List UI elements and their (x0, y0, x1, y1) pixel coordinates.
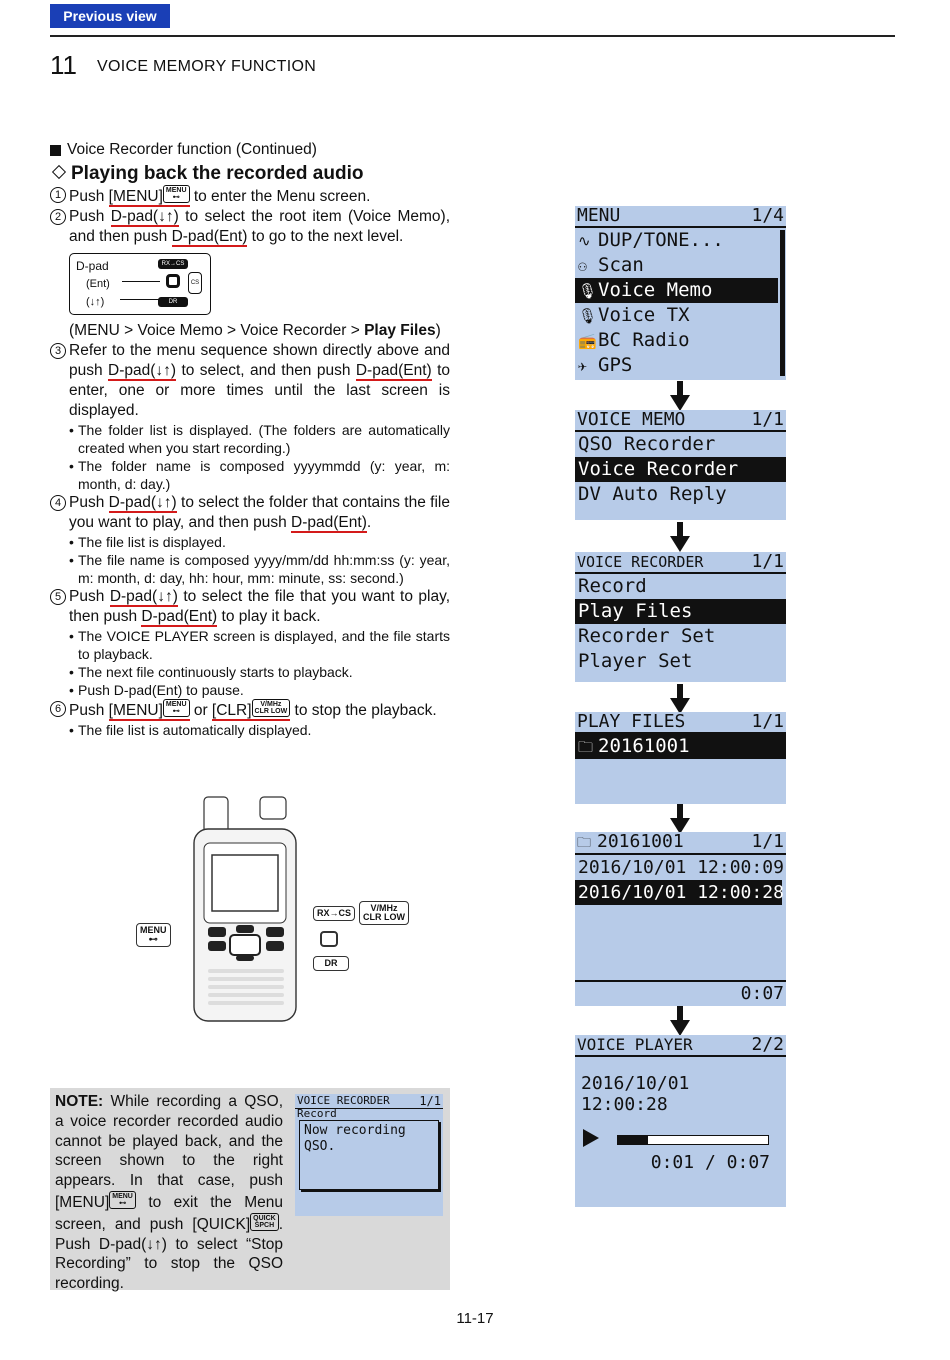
step-6: 6 Push [MENU] MENU ⊷ or [CLR] V/MHz CLR LOW to stop the playback. (50, 699, 450, 721)
bullet-item: • Push D-pad(Ent) to pause. (50, 681, 450, 699)
lcd-duration: 0:07 (575, 980, 786, 1006)
step-text: Push (69, 188, 109, 205)
step-number: 3 (50, 343, 66, 359)
step-3: 3 Refer to the menu sequence shown directly above and push D-pad(↓↑) to select, and then push D-pad(Ent) to enter, one or more times until the last screen is displayed. (50, 341, 450, 421)
clr-key-icon: V/MHz CLR LOW (252, 699, 291, 717)
step-number: 6 (50, 701, 66, 717)
menu-key-ref: [MENU] MENU ⊷ (109, 188, 190, 207)
gps-icon: ✈ (578, 357, 588, 375)
step-number: 2 (50, 209, 66, 225)
chapter-number: 11 (50, 50, 77, 80)
note-lcd-screen (295, 1094, 443, 1216)
voice-tx-icon: 🎙 (578, 307, 598, 325)
down-arrow-icon (670, 684, 690, 714)
step-number: 1 (50, 187, 66, 203)
step-text: to enter the Menu screen. (189, 188, 371, 205)
lcd-menu-item: Record (297, 1109, 337, 1117)
dpad-ent-label: (Ent) (86, 278, 110, 290)
menu-key-icon: MENU ⊷ (163, 699, 190, 717)
radio-illustration (190, 795, 300, 1028)
subsection-title: Playing back the recorded audio (71, 163, 364, 184)
down-arrow-icon (670, 1006, 690, 1036)
lcd-scrollbar (780, 230, 785, 376)
step-number: 5 (50, 589, 66, 605)
dpad-diagram (69, 253, 211, 315)
step-1 (50, 185, 450, 207)
rxcs-button-callout: RX→CS (313, 906, 355, 921)
lcd-menu-item: DV Auto Reply (578, 483, 727, 505)
lcd-header: VOICE RECORDER 1/1 (577, 551, 784, 572)
microphone-icon: 🎙 (578, 282, 598, 300)
lcd-header: VOICE RECORDER 1/1 (297, 1094, 441, 1108)
lcd-voice-memo-screen (575, 410, 786, 520)
note-box (50, 1088, 450, 1293)
dpad-ref: D-pad(↓↑) (108, 494, 177, 511)
note-text: NOTE: While recording a QSO, a voice recorder recorded audio cannot be played back, and the screen shown to the right appears. In that case, push [MENU] MENU ⊷ to exit the Menu screen, and push [QUICK] QUICK SPCH . Push D-pad(↓↑) to select “Stop Recording” to stop the QSO recording. (55, 1093, 283, 1293)
square-bullet-icon (50, 145, 61, 156)
lcd-menu-screen (575, 206, 786, 380)
radio-body-icon (190, 795, 300, 1023)
lcd-header: VOICE MEMO 1/1 (577, 409, 784, 430)
diamond-icon (52, 165, 66, 179)
down-arrow-icon (670, 381, 690, 411)
dpad-ref: D-pad(↓↑) (110, 208, 179, 225)
quick-key-icon: QUICK SPCH (250, 1213, 279, 1231)
folder-icon: 🗀 (578, 738, 594, 756)
step-2: 2 Push D-pad(↓↑) to select the root item (Voice Memo), and then push D-pad(Ent) to go to the next level. (50, 207, 450, 247)
bullet-item: • The file list is displayed. (50, 533, 450, 551)
step-5: 5 Push D-pad(↓↑) to select the file that you want to play, then push D-pad(Ent) to play it back. (50, 587, 450, 627)
dpad-ref: D-pad(↓↑) (109, 588, 178, 605)
dpad-label: D-pad (76, 259, 109, 273)
lcd-file-item-selected: 2016/10/01 12:00:28 (575, 880, 782, 905)
down-arrow-icon (670, 522, 690, 552)
lcd-voice-player-screen (575, 1035, 786, 1207)
dpad-ent-ref: D-pad(Ent) (291, 514, 367, 531)
lcd-menu-item-selected: 🎙Voice Memo (575, 278, 778, 303)
dpad-callout-icon (320, 931, 338, 947)
bullet-item: • The file list is automatically displayed. (50, 721, 450, 739)
dpad-ent-ref: D-pad(Ent) (355, 362, 432, 379)
cs-key-icon: CS (188, 272, 202, 294)
lcd-menu-item: 🎙Voice TX (575, 303, 786, 328)
lcd-play-files-screen (575, 712, 786, 804)
section-heading (50, 140, 450, 160)
radio-icon: 📻 (578, 332, 597, 350)
menu-path: (MENU > Voice Memo > Voice Recorder > Play Files) (69, 322, 441, 339)
clr-key-ref: [CLR] V/MHz CLR LOW (212, 702, 290, 721)
down-arrow-icon (670, 804, 690, 834)
folder-icon: 🗀 (577, 835, 591, 851)
lcd-folder-item-selected: 🗀 20161001 (575, 734, 786, 759)
lcd-menu-item: Player Set (578, 650, 693, 672)
lcd-menu-item: ⚇ Scan (575, 253, 786, 278)
dpad-icon (166, 274, 180, 288)
rxcs-key-icon: RX→CS (158, 259, 188, 269)
dup-tone-icon: ∿ (578, 232, 591, 250)
menu-button-callout: MENU ⊷ (136, 923, 171, 947)
lcd-header: PLAY FILES 1/1 (577, 711, 784, 732)
lcd-menu-item: ∿ DUP/TONE... (575, 228, 786, 253)
lcd-menu-item: ✈ GPS (575, 353, 786, 378)
step-4: 4 Push D-pad(↓↑) to select the folder that contains the file you want to play, and then push D-pad(Ent). (50, 493, 450, 533)
menu-key-icon: MENU ⊷ (163, 185, 190, 203)
chapter-title: VOICE MEMORY FUNCTION (97, 58, 317, 75)
dpad-ref: D-pad(↓↑) (108, 362, 177, 379)
menu-key-icon: MENU ⊷ (109, 1191, 136, 1209)
header-rule (50, 35, 895, 37)
section-title: Voice Recorder function (Continued) (67, 141, 317, 158)
menu-key-ref: [MENU] MENU ⊷ (109, 702, 190, 721)
bullet-item: • The file name is composed yyyy/mm/dd hh:mm:ss (y: year, m: month, d: day, hh: hour, mm: minute, ss: second.) (50, 551, 450, 587)
lcd-voice-recorder-screen (575, 552, 786, 682)
bullet-item: • The folder list is displayed. (The folders are automatically created when you start recording.) (50, 421, 450, 457)
play-icon (583, 1129, 599, 1147)
lcd-menu-item: 📻BC Radio (575, 328, 786, 353)
scan-icon: ⚇ (578, 257, 588, 275)
lcd-menu-item-selected: Play Files (575, 599, 786, 624)
recording-popup: Now recording QSO. (299, 1120, 439, 1190)
player-progress-fill (618, 1136, 648, 1144)
lcd-file-list-screen (575, 832, 786, 1006)
dpad-ent-ref: D-pad(Ent) (171, 228, 248, 245)
dr-button-callout: DR (313, 956, 349, 971)
previous-view-button[interactable]: Previous view (50, 4, 170, 28)
lcd-menu-item: Recorder Set (578, 625, 716, 647)
lcd-header: MENU 1/4 (577, 205, 784, 226)
lcd-menu-item: Record (578, 575, 647, 597)
bullet-item: • The next file continuously starts to playback. (50, 663, 450, 681)
dpad-ent-ref: D-pad(Ent) (141, 608, 218, 625)
bullet-item: • The VOICE PLAYER screen is displayed, and the file starts to playback. (50, 627, 450, 663)
dr-key-icon: DR (158, 297, 188, 307)
lcd-menu-item: QSO Recorder (578, 433, 716, 455)
step-number: 4 (50, 495, 66, 511)
bullet-item: • The folder name is composed yyyymmdd (y: year, m: month, d: day.) (50, 457, 450, 493)
subsection-heading (50, 163, 450, 185)
page-number: 11-17 (456, 1310, 494, 1327)
dpad-updown-label: (↓↑) (86, 296, 105, 308)
player-time: 0:01 / 0:07 (650, 1152, 770, 1173)
lcd-header: 🗀 20161001 1/1 (575, 832, 786, 855)
player-progress-bar (617, 1135, 769, 1145)
lcd-menu-item-selected: Voice Recorder (575, 457, 786, 482)
lcd-file-item: 2016/10/01 12:00:09 (578, 857, 784, 878)
lcd-header: VOICE PLAYER 2/2 (577, 1034, 784, 1055)
instructions-column (50, 140, 450, 739)
player-file-name: 2016/10/01 12:00:28 (581, 1073, 690, 1115)
clr-button-callout: V/MHz CLR LOW (359, 901, 409, 925)
